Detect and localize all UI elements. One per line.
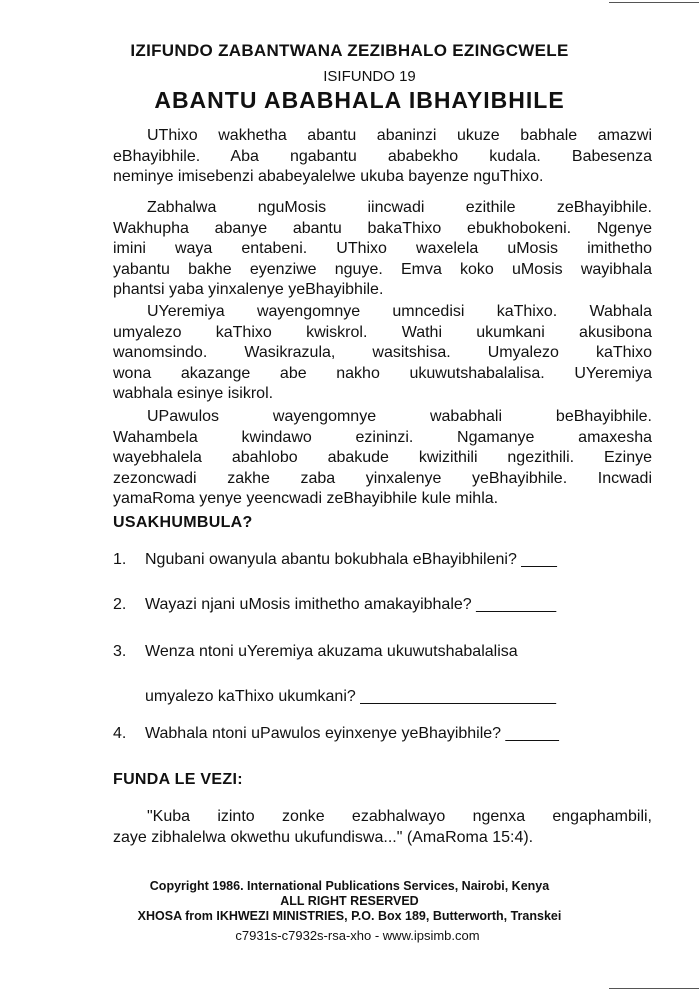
lesson-title: ABANTU ABABHALA IBHAYIBHILE xyxy=(154,87,565,113)
text-line: wayebhalela abahlobo abakude kwizithili ngezithili. Ezinye xyxy=(113,449,652,466)
text-line: wanomsindo. Wasikrazula, wasitshisa. Umyalezo kaThixo xyxy=(113,344,652,361)
verse-heading: FUNDA LE VEZI: xyxy=(113,771,243,788)
paragraph-3 xyxy=(113,302,652,405)
question-number: 1. xyxy=(113,551,127,568)
text-line: UPawulos wayengomnye wababhali beBhayibhile. xyxy=(147,408,652,425)
question-4 xyxy=(113,725,559,743)
text-line: imini waya entabeni. UThixo waxelela uMosis imithetho xyxy=(113,240,652,257)
question-text: Wabhala ntoni uPawulos eyinxenye yeBhayibhile? ______ xyxy=(145,725,559,742)
question-3 xyxy=(113,643,518,661)
text-line: phantsi yaba yinxalenye yeBhayibhile. xyxy=(113,281,384,298)
paragraph-1 xyxy=(113,126,652,188)
rights-text: ALL RIGHT RESERVED xyxy=(280,894,419,908)
question-text: Wayazi njani uMosis imithetho amakayibhale? _________ xyxy=(145,596,557,613)
text-line: yamaRoma yenye yeencwadi zeBhayibhile kule mihla. xyxy=(113,490,499,507)
question-number: 2. xyxy=(113,596,127,613)
verse xyxy=(113,806,652,848)
text-line: UThixo wakhetha abantu abaninzi ukuze babhale amazwi xyxy=(147,127,652,144)
text-line: UYeremiya wayengomnye umncedisi kaThixo. Wabhala xyxy=(147,303,652,320)
text-line: wabhala esinye isikrol. xyxy=(113,385,274,402)
lesson-number: ISIFUNDO 19 xyxy=(323,68,416,85)
text-line: "Kuba izinto zonke ezabhalwayo ngenxa engaphambili, xyxy=(147,808,652,825)
paragraph-2 xyxy=(113,198,652,301)
text-line: umyalezo kaThixo kwiskrol. Wathi ukumkani akusibona xyxy=(113,323,652,341)
question-number: 3. xyxy=(113,643,127,660)
text-line: Wakhupha abanye abantu bakaThixo ebukhobokeni. Ngenye xyxy=(113,219,652,237)
text-line: Zabhalwa nguMosis iincwadi ezithile zeBhayibhile. xyxy=(147,199,652,216)
text-line: Wahambela kwindawo ezininzi. Ngamanye amaxesha xyxy=(113,428,652,446)
document-code: c7931s-c7932s-rsa-xho - www.ipsimb.com xyxy=(235,928,480,943)
text-line: zaye zibhalelwa okwethu ukufundiswa..." (AmaRoma 15:4). xyxy=(113,829,534,846)
publisher-text: XHOSA from IKHWEZI MINISTRIES, P.O. Box 189, Butterworth, Transkei xyxy=(137,909,562,923)
footer xyxy=(0,879,699,924)
paragraph-4 xyxy=(113,407,652,510)
text-line: eBhayibhile. Aba ngabantu ababekho kudala. Babesenza xyxy=(113,147,652,165)
question-1 xyxy=(113,551,557,569)
question-text: Wenza ntoni uYeremiya akuzama ukuwutshabalalisa xyxy=(145,643,518,660)
question-2 xyxy=(113,596,556,614)
question-text: Ngubani owanyula abantu bokubhala eBhayibhileni? ____ xyxy=(145,551,557,568)
text-line: zezoncwadi zakhe zaba yinxalenye yeBhayibhile. Incwadi xyxy=(113,469,652,487)
text-line: yabantu bakhe eyenziwe nguye. Emva koko uMosis wayibhala xyxy=(113,260,652,278)
series-title: IZIFUNDO ZABANTWANA ZEZIBHALO EZINGCWELE xyxy=(130,41,569,60)
questions-heading: USAKHUMBULA? xyxy=(113,514,253,531)
copyright-text: Copyright 1986. International Publications Services, Nairobi, Kenya xyxy=(149,879,550,893)
scan-edge xyxy=(609,2,699,3)
question-number: 4. xyxy=(113,725,127,742)
scan-edge xyxy=(609,988,699,989)
text-line: wona akazange abe nakho ukuwutshabalalisa. UYeremiya xyxy=(113,364,652,382)
text-line: neminye imisebenzi ababeyalelwe ukuba bayenze nguThixo. xyxy=(113,168,544,185)
question-3-continuation: umyalezo kaThixo ukumkani? ______________________ xyxy=(145,688,556,705)
